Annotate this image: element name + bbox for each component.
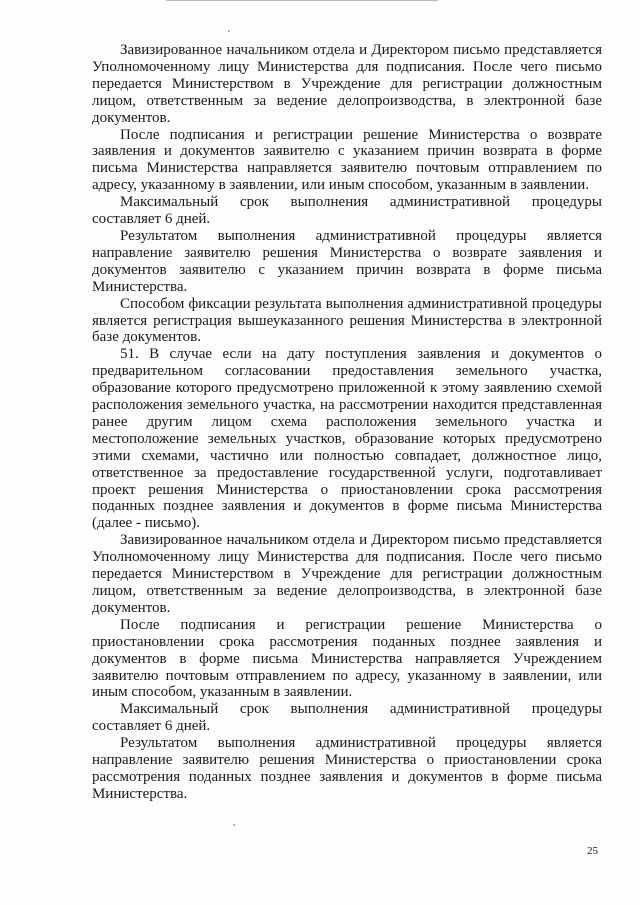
scan-speck xyxy=(233,824,235,826)
paragraph: Способом фиксации результата выполнения административной процедуры является регистрация вышеуказанного решения Министерства в электронной базе документов. xyxy=(92,295,602,346)
top-edge-rule xyxy=(166,0,438,1)
paragraph: После подписания и регистрации решение Министерства о приостановлении срока рассмотрения поданных позднее заявления и документов в форме письма Министерства направляется Учреждением заявителю почтовым отправлением по адресу, указанному в заявлении, или иным способом, указанным в заявлении. xyxy=(92,616,602,701)
paragraph: После подписания и регистрации решение Министерства о возврате заявления и документов заявителю с указанием причин возврата в форме письма Министерства направляется заявителю почтовым отправлением по адресу, указанному в заявлении, или иным способом, указанным в заявлении. xyxy=(92,126,602,194)
document-body xyxy=(92,42,602,803)
paragraph: Результатом выполнения административной процедуры является направление заявителю решения Министерства о приостановлении срока рассмотрения поданных позднее заявления и документов в форме письма Министерства. xyxy=(92,735,602,802)
page-number: 25 xyxy=(587,845,598,857)
paragraph: Завизированное начальником отдела и Директором письмо представляется Уполномоченному лицу Министерства для подписания. После чего письмо передается Министерством в Учреждение для регистрации должностным лицом, ответственным за ведение делопроизводства, в электронной базе документов. xyxy=(92,532,602,616)
paragraph: Результатом выполнения административной процедуры является направление заявителю решения Министерства о возврате заявления и документов заявителю с указанием причин возврата в форме письма Министерства. xyxy=(92,227,602,295)
paragraph: Максимальный срок выполнения административной процедуры составляет 6 дней. xyxy=(92,701,602,735)
paragraph: Максимальный срок выполнения административной процедуры составляет 6 дней. xyxy=(92,194,602,228)
scan-speck xyxy=(228,30,230,32)
paragraph: Завизированное начальником отдела и Директором письмо представляется Уполномоченному лицу Министерства для подписания. После чего письмо передается Министерством в Учреждение для регистрации должностным лицом, ответственным за ведение делопроизводства, в электронной базе документов. xyxy=(92,42,602,126)
paragraph-clause-51: 51. В случае если на дату поступления заявления и документов о предварительном согласовании предоставления земельного участка, образование которого предусмотрено приложенной к этому заявлению схемой расположения земельного участка, на рассмотрении находится представленная ранее другим лицом схема расположения земельного участка и местоположение земельных участков, образование которых предусмотрено этими схемами, частично или полностью совпадает, должностное лицо, ответственное за предоставление государственной услуги, подготавливает проект решения Министерства о приостановлении срока рассмотрения поданных позднее заявления и документов в форме письма Министерства (далее - письмо). xyxy=(92,346,602,532)
